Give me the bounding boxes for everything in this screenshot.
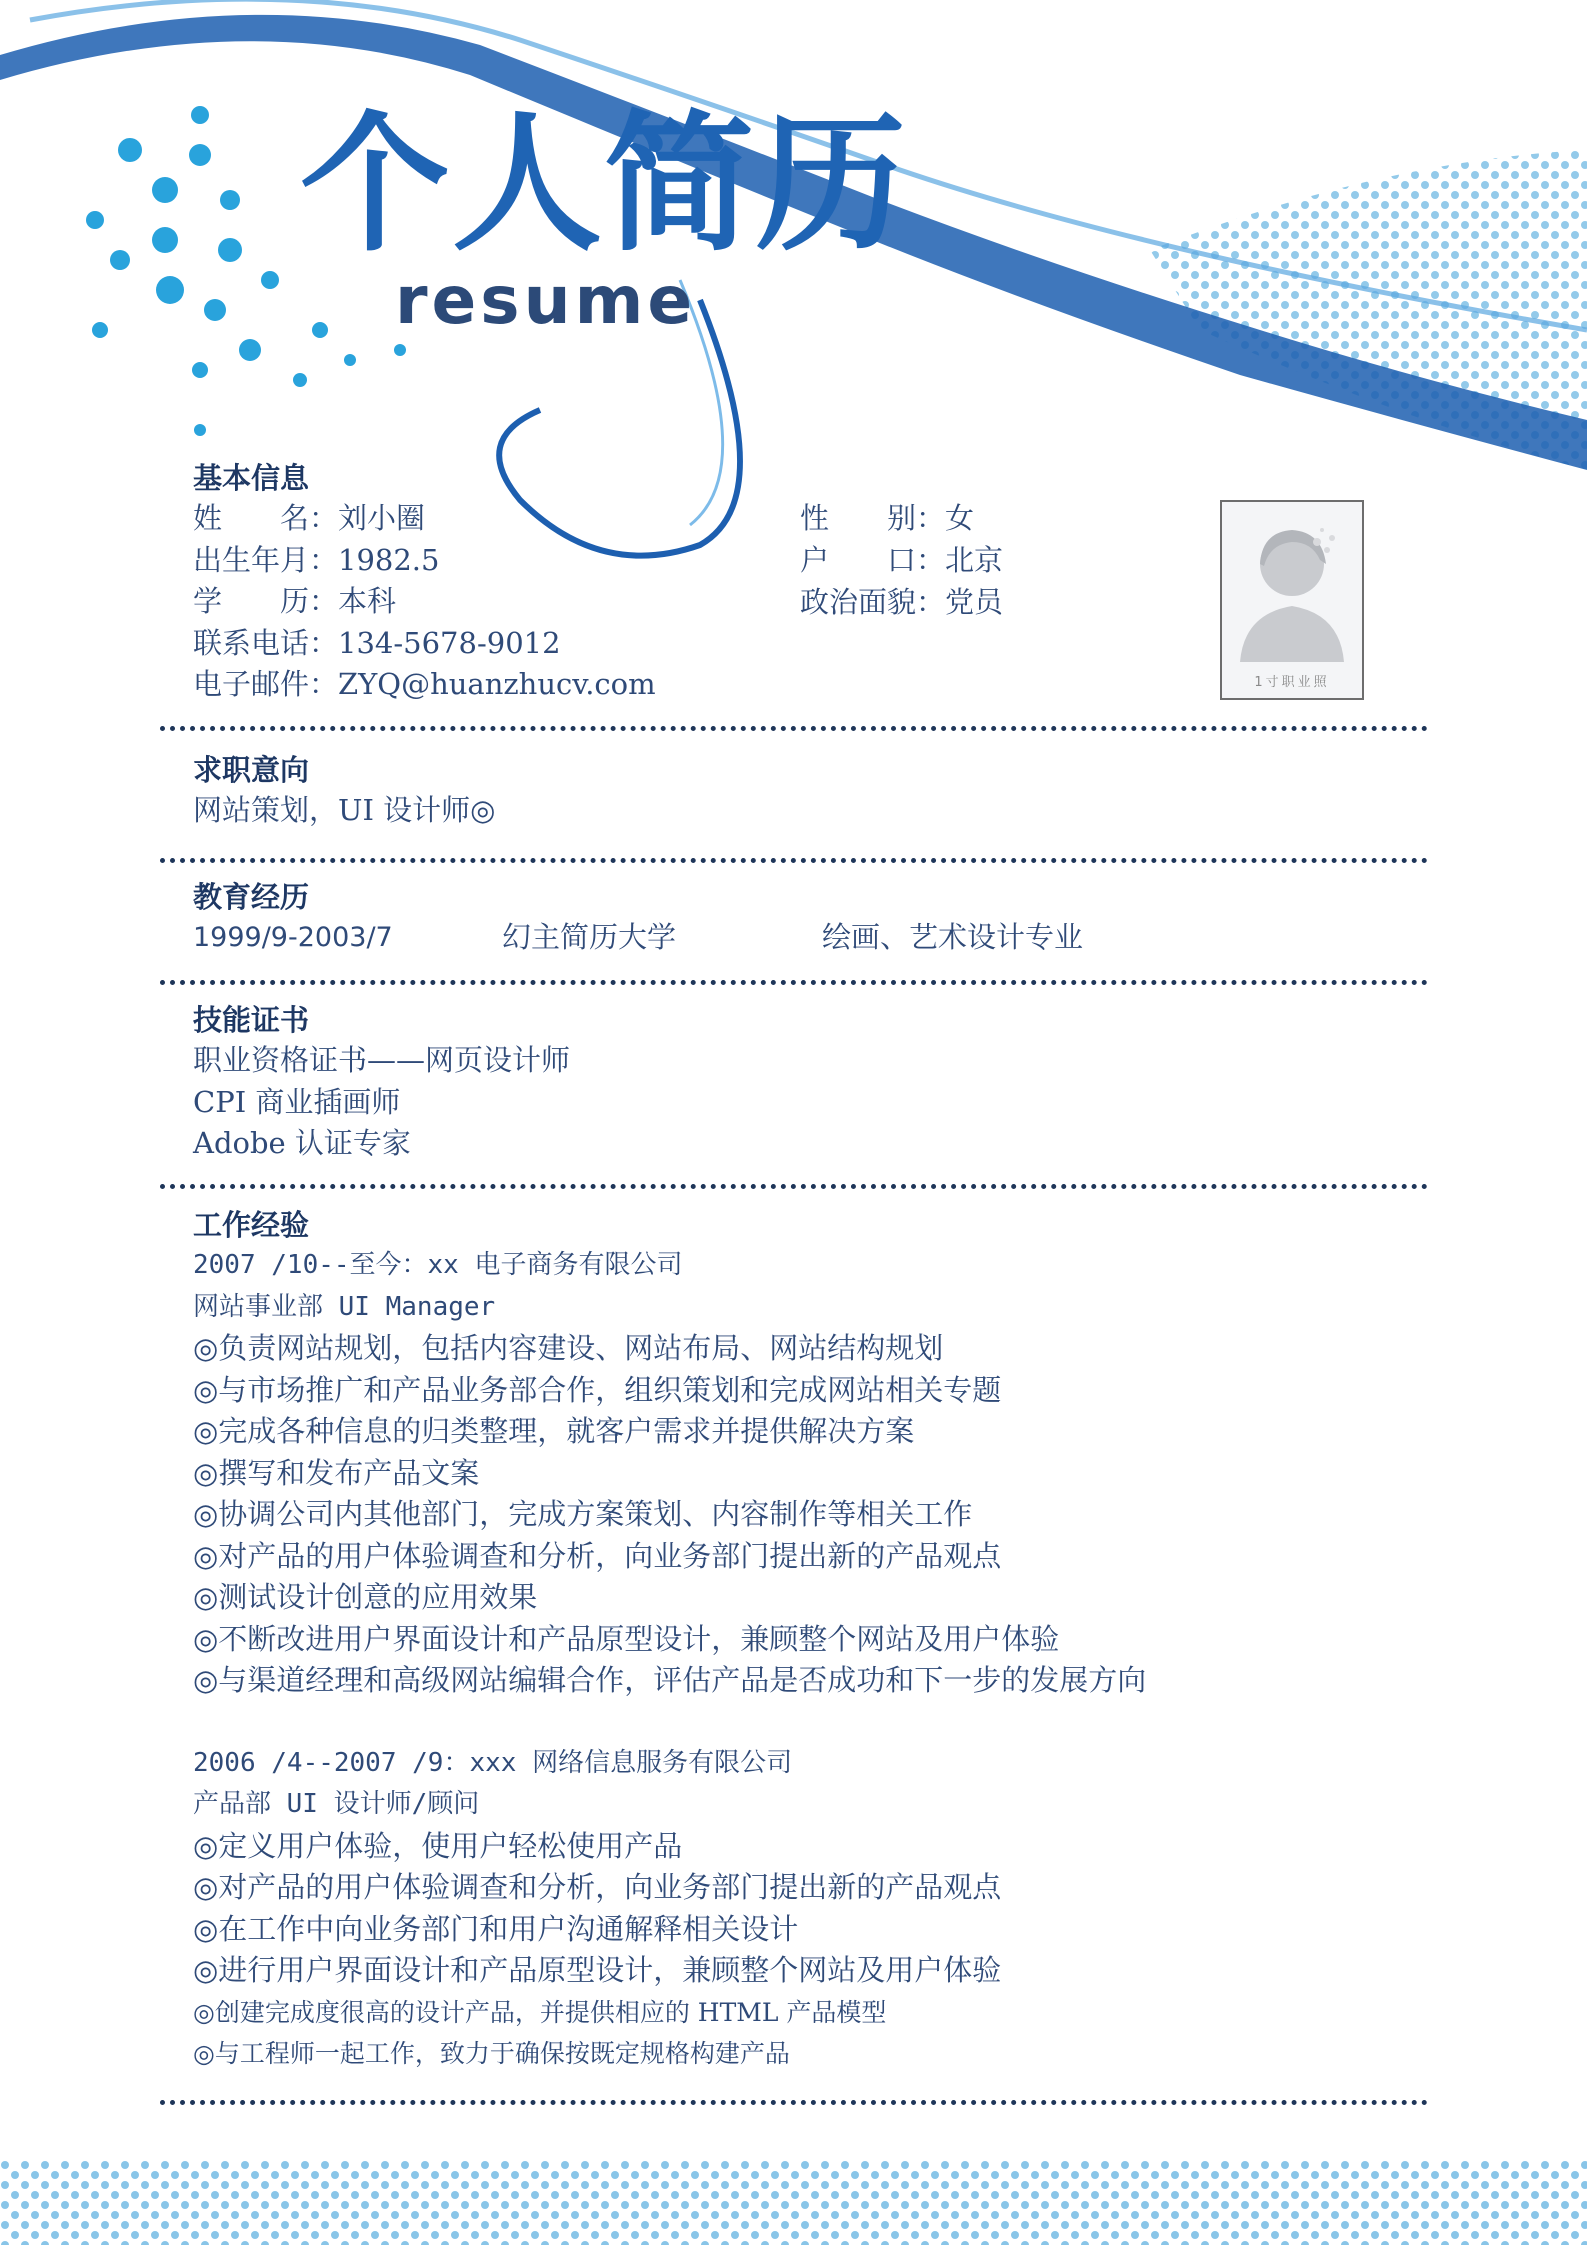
skills-section xyxy=(193,1000,570,1165)
job-duty: ◎对产品的用户体验调查和分析，向业务部门提出新的产品观点 xyxy=(193,1870,1002,1904)
job-duty: ◎对产品的用户体验调查和分析，向业务部门提出新的产品观点 xyxy=(193,1538,1002,1573)
divider xyxy=(160,726,1428,731)
resume-title-cn: 个人简历 xyxy=(300,98,909,272)
job-duty: ◎进行用户界面设计和产品原型设计，兼顾整个网站及用户体验 xyxy=(193,1953,1002,1987)
education-level-field: 学 历：本科 xyxy=(193,584,397,618)
job-duty: ◎与渠道经理和高级网站编辑合作，评估产品是否成功和下一步的发展方向 xyxy=(193,1663,1147,1697)
skill-item: CPI 商业插画师 xyxy=(193,1084,401,1119)
politics-field: 政治面貌：党员 xyxy=(800,585,1004,619)
birth-field: 出生年月：1982.5 xyxy=(193,542,440,577)
divider xyxy=(160,858,1428,863)
job-duty: ◎与市场推广和产品业务部合作，组织策划和完成网站相关专题 xyxy=(193,1372,1002,1407)
education-school: 幻主简历大学 xyxy=(502,920,677,954)
job-duty: ◎协调公司内其他部门，完成方案策划、内容制作等相关工作 xyxy=(193,1497,973,1531)
job-duty: ◎撰写和发布产品文案 xyxy=(193,1455,480,1490)
hukou-field: 户 口：北京 xyxy=(800,543,1004,577)
work-section xyxy=(193,1205,1146,2075)
skills-heading: 技能证书 xyxy=(193,1003,310,1037)
job-duty: ◎定义用户体验，使用户轻松使用产品 xyxy=(193,1828,683,1863)
job-title: 2006 /4--2007 /9：xxx 网络信息服务有限公司 xyxy=(193,1747,793,1778)
email-field: 电子邮件：ZYQ@huanzhucv.com xyxy=(193,667,656,701)
objective-text: 网站策划，UI 设计师◎ xyxy=(193,793,496,827)
work-heading: 工作经验 xyxy=(193,1208,310,1242)
job-duty: ◎在工作中向业务部门和用户沟通解释相关设计 xyxy=(193,1911,799,1946)
divider xyxy=(160,2100,1428,2105)
job-title: 2007 /10--至今：xx 电子商务有限公司 xyxy=(193,1250,683,1280)
job-duty: ◎创建完成度很高的设计产品，并提供相应的 HTML 产品模型 xyxy=(193,1997,887,2027)
gender-field: 性 别：女 xyxy=(800,501,975,535)
job-duty: ◎完成各种信息的归类整理，就客户需求并提供解决方案 xyxy=(193,1414,915,1448)
education-period: 1999/9-2003/7 xyxy=(193,922,393,953)
job-duty: ◎与工程师一起工作，致力于确保按既定规格构建产品 xyxy=(193,2039,790,2068)
job-duty: ◎测试设计创意的应用效果 xyxy=(193,1580,538,1614)
skill-item: 职业资格证书——网页设计师 xyxy=(193,1043,571,1077)
basic-info-heading: 基本信息 xyxy=(193,461,310,495)
job-duty: ◎不断改进用户界面设计和产品原型设计，兼顾整个网站及用户体验 xyxy=(193,1621,1060,1656)
skill-item: Adobe 认证专家 xyxy=(193,1126,411,1160)
photo-caption: 1寸职业照 xyxy=(1254,675,1330,690)
job-duty: ◎负责网站规划，包括内容建设、网站布局、网站结构规划 xyxy=(193,1331,944,1365)
divider xyxy=(160,1184,1428,1189)
basic-info-section xyxy=(193,458,656,706)
job-dept: 产品部 UI 设计师/顾问 xyxy=(193,1789,480,1819)
job-dept: 网站事业部 UI Manager xyxy=(193,1291,496,1322)
education-heading: 教育经历 xyxy=(193,880,310,914)
resume-title-en: resume xyxy=(395,262,697,339)
education-section xyxy=(193,877,309,917)
photo-placeholder xyxy=(1220,500,1364,700)
divider xyxy=(160,980,1428,985)
objective-heading: 求职意向 xyxy=(193,753,310,787)
education-major: 绘画、艺术设计专业 xyxy=(822,920,1084,954)
name-field: 姓 名：刘小圈 xyxy=(193,501,426,535)
person-silhouette-icon xyxy=(1222,502,1362,698)
phone-field: 联系电话：134-5678-9012 xyxy=(193,625,561,660)
objective-section xyxy=(193,750,495,832)
